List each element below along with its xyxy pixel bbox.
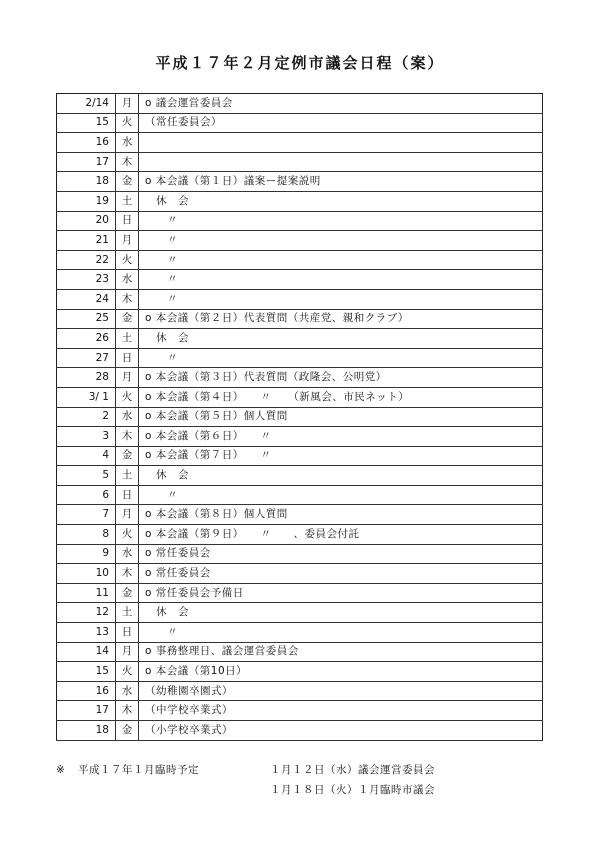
schedule-row <box>57 642 543 662</box>
event-cell: 〃 <box>139 231 543 251</box>
weekday-cell: 木 <box>116 564 139 584</box>
event-cell: o 本会議（第８日）個人質問 <box>139 505 543 525</box>
event-cell: （中学校卒業式） <box>139 701 543 721</box>
schedule-row <box>57 191 543 211</box>
schedule-table-body <box>57 94 543 741</box>
date-cell: 6 <box>57 485 116 505</box>
weekday-cell: 火 <box>116 662 139 682</box>
event-cell: 休 会 <box>139 329 543 349</box>
date-cell: 11 <box>57 583 116 603</box>
date-cell: 16 <box>57 133 116 153</box>
date-cell: 14 <box>57 642 116 662</box>
event-cell: 〃 <box>139 348 543 368</box>
event-cell: o 本会議（第10日） <box>139 662 543 682</box>
weekday-cell: 土 <box>116 191 139 211</box>
page-title: 平成１７年２月定例市議会日程（案） <box>155 54 445 72</box>
date-cell: 17 <box>57 152 116 172</box>
event-cell: 休 会 <box>139 191 543 211</box>
schedule-row <box>57 525 543 545</box>
schedule-row <box>57 583 543 603</box>
event-cell: o 議会運営委員会 <box>139 94 543 114</box>
schedule-row <box>57 211 543 231</box>
date-cell: 12 <box>57 603 116 623</box>
date-cell: 8 <box>57 525 116 545</box>
schedule-row <box>57 485 543 505</box>
weekday-cell: 日 <box>116 485 139 505</box>
weekday-cell: 水 <box>116 407 139 427</box>
date-cell: 3/ 1 <box>57 387 116 407</box>
weekday-cell: 火 <box>116 387 139 407</box>
weekday-cell: 水 <box>116 681 139 701</box>
weekday-cell: 火 <box>116 525 139 545</box>
date-cell: 24 <box>57 289 116 309</box>
weekday-cell: 日 <box>116 348 139 368</box>
event-cell: o 常任委員会 <box>139 544 543 564</box>
date-cell: 7 <box>57 505 116 525</box>
schedule-row <box>57 623 543 643</box>
schedule-row <box>57 113 543 133</box>
schedule-row <box>57 348 543 368</box>
weekday-cell: 月 <box>116 505 139 525</box>
event-cell: 〃 <box>139 485 543 505</box>
note-mark: ※ <box>56 764 66 776</box>
schedule-row <box>57 387 543 407</box>
weekday-cell: 土 <box>116 603 139 623</box>
date-cell: 4 <box>57 446 116 466</box>
event-cell: o 本会議（第１日）議案ー提案説明 <box>139 172 543 192</box>
weekday-cell: 火 <box>116 250 139 270</box>
footer-line-1 <box>56 760 566 780</box>
date-cell: 27 <box>57 348 116 368</box>
date-cell: 23 <box>57 270 116 290</box>
schedule-row <box>57 407 543 427</box>
weekday-cell: 水 <box>116 544 139 564</box>
date-cell: 18 <box>57 172 116 192</box>
weekday-cell: 木 <box>116 427 139 447</box>
schedule-row <box>57 368 543 388</box>
schedule-row <box>57 289 543 309</box>
schedule-row <box>57 505 543 525</box>
schedule-row <box>57 329 543 349</box>
event-cell: o 本会議（第７日） 〃 <box>139 446 543 466</box>
event-cell: （常任委員会） <box>139 113 543 133</box>
schedule-table <box>56 93 543 741</box>
weekday-cell: 水 <box>116 133 139 153</box>
event-cell: o 本会議（第５日）個人質問 <box>139 407 543 427</box>
schedule-row <box>57 152 543 172</box>
weekday-cell: 水 <box>116 270 139 290</box>
event-cell: o 本会議（第４日） 〃 （新風会、市民ネット） <box>139 387 543 407</box>
date-cell: 28 <box>57 368 116 388</box>
event-cell: o 本会議（第２日）代表質問（共産党、親和クラブ） <box>139 309 543 329</box>
date-cell: 13 <box>57 623 116 643</box>
event-cell: 〃 <box>139 623 543 643</box>
weekday-cell: 土 <box>116 329 139 349</box>
date-cell: 3 <box>57 427 116 447</box>
event-cell: 休 会 <box>139 603 543 623</box>
schedule-row <box>57 446 543 466</box>
date-cell: 15 <box>57 113 116 133</box>
weekday-cell: 月 <box>116 231 139 251</box>
date-cell: 25 <box>57 309 116 329</box>
weekday-cell: 金 <box>116 721 139 741</box>
schedule-row <box>57 309 543 329</box>
date-cell: 21 <box>57 231 116 251</box>
weekday-cell: 木 <box>116 289 139 309</box>
schedule-row <box>57 172 543 192</box>
event-cell: 〃 <box>139 289 543 309</box>
note-item-2: １月１８日（火）１月臨時市議会 <box>270 784 435 796</box>
weekday-cell: 日 <box>116 211 139 231</box>
weekday-cell: 金 <box>116 172 139 192</box>
schedule-row <box>57 662 543 682</box>
weekday-cell: 土 <box>116 466 139 486</box>
weekday-cell: 金 <box>116 309 139 329</box>
schedule-row <box>57 701 543 721</box>
event-cell <box>139 152 543 172</box>
note-item-1: １月１２日（水）議会運営委員会 <box>270 764 435 776</box>
event-cell: 〃 <box>139 211 543 231</box>
schedule-row <box>57 270 543 290</box>
weekday-cell: 金 <box>116 583 139 603</box>
weekday-cell: 月 <box>116 94 139 114</box>
event-cell: 〃 <box>139 250 543 270</box>
date-cell: 20 <box>57 211 116 231</box>
date-cell: 9 <box>57 544 116 564</box>
weekday-cell: 日 <box>116 623 139 643</box>
event-cell: o 事務整理日、議会運営委員会 <box>139 642 543 662</box>
event-cell: 休 会 <box>139 466 543 486</box>
date-cell: 17 <box>57 701 116 721</box>
date-cell: 18 <box>57 721 116 741</box>
schedule-row <box>57 231 543 251</box>
event-cell: 〃 <box>139 270 543 290</box>
date-cell: 16 <box>57 681 116 701</box>
date-cell: 19 <box>57 191 116 211</box>
note-label: 平成１７年１月臨時予定 <box>78 764 199 776</box>
schedule-row <box>57 564 543 584</box>
weekday-cell: 木 <box>116 152 139 172</box>
weekday-cell: 金 <box>116 446 139 466</box>
event-cell: o 本会議（第６日） 〃 <box>139 427 543 447</box>
schedule-row <box>57 603 543 623</box>
date-cell: 5 <box>57 466 116 486</box>
footer-line-2 <box>56 780 566 800</box>
event-cell: o 本会議（第３日）代表質問（政隆会、公明党） <box>139 368 543 388</box>
date-cell: 2/14 <box>57 94 116 114</box>
event-cell: （小学校卒業式） <box>139 721 543 741</box>
schedule-row <box>57 133 543 153</box>
weekday-cell: 月 <box>116 368 139 388</box>
schedule-row <box>57 721 543 741</box>
schedule-row <box>57 94 543 114</box>
event-cell: o 常任委員会 <box>139 564 543 584</box>
event-cell: o 常任委員会予備日 <box>139 583 543 603</box>
date-cell: 22 <box>57 250 116 270</box>
schedule-row <box>57 681 543 701</box>
schedule-row <box>57 250 543 270</box>
event-cell: （幼稚園卒園式） <box>139 681 543 701</box>
weekday-cell: 木 <box>116 701 139 721</box>
schedule-row <box>57 466 543 486</box>
footer-note <box>56 760 566 800</box>
date-cell: 10 <box>57 564 116 584</box>
weekday-cell: 月 <box>116 642 139 662</box>
schedule-row <box>57 544 543 564</box>
schedule-row <box>57 427 543 447</box>
event-cell: o 本会議（第９日） 〃 、委員会付託 <box>139 525 543 545</box>
date-cell: 26 <box>57 329 116 349</box>
weekday-cell: 火 <box>116 113 139 133</box>
date-cell: 15 <box>57 662 116 682</box>
date-cell: 2 <box>57 407 116 427</box>
event-cell <box>139 133 543 153</box>
